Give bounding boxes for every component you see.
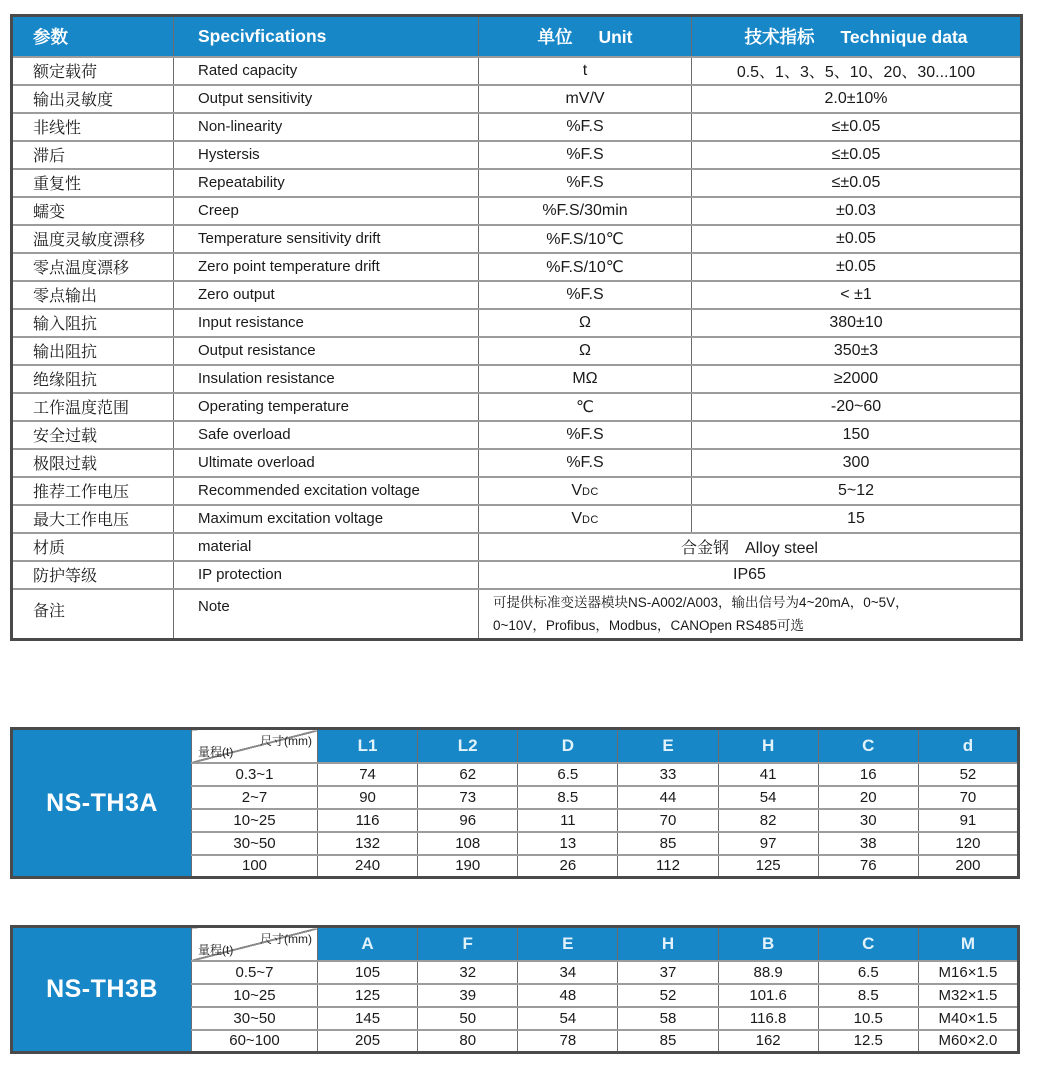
- technique-value-cell: ≤±0.05: [692, 141, 1022, 169]
- param-name-en: material: [174, 533, 479, 561]
- spec-row-maximum-excitation-voltage: [12, 505, 1022, 533]
- unit-text: %F.S: [566, 117, 604, 135]
- param-name-en: Hystersis: [174, 141, 479, 169]
- technique-value-cell: 380±10: [692, 309, 1022, 337]
- unit-cell: [479, 309, 692, 337]
- param-name-zh: 非线性: [12, 113, 174, 141]
- technique-value-cell: < ±1: [692, 281, 1022, 309]
- param-name-zh: 输入阻抗: [12, 309, 174, 337]
- spec-row-recommended-excitation-voltage: [12, 477, 1022, 505]
- dim-value-cell: 39: [418, 984, 518, 1007]
- dim-value-cell: M40×1.5: [918, 1007, 1018, 1030]
- spec-header-specifications: Specivfications: [174, 16, 479, 57]
- param-name-en: Safe overload: [174, 421, 479, 449]
- unit-text: %F.S: [566, 453, 604, 471]
- unit-cell: [479, 141, 692, 169]
- dimension-unit-label: 尺寸(mm): [260, 932, 312, 946]
- technique-value-cell: ±0.03: [692, 197, 1022, 225]
- param-name-en: Temperature sensitivity drift: [174, 225, 479, 253]
- technique-value-cell: 300: [692, 449, 1022, 477]
- unit-text: V: [571, 481, 582, 499]
- spec-row-ultimate-overload: [12, 449, 1022, 477]
- dim-value-cell: 11: [518, 809, 618, 832]
- unit-subscript: DC: [581, 513, 599, 526]
- technique-value-cell: ≤±0.05: [692, 169, 1022, 197]
- param-name-zh: 备注: [12, 589, 174, 640]
- unit-cell: [479, 57, 692, 85]
- param-name-zh: 极限过载: [12, 449, 174, 477]
- spec-row-rated-capacity: [12, 57, 1022, 85]
- technique-value-cell: 150: [692, 421, 1022, 449]
- dim-value-cell: 70: [918, 786, 1018, 809]
- dim-value-cell: 145: [318, 1007, 418, 1030]
- range-cell: 0.5~7: [192, 961, 318, 984]
- param-name-en: Note: [174, 589, 479, 640]
- unit-text: t: [582, 61, 588, 79]
- model-name: NS-TH3B: [12, 927, 192, 1053]
- range-cell: 100: [192, 855, 318, 878]
- param-name-zh: 材质: [12, 533, 174, 561]
- dim-value-cell: 96: [418, 809, 518, 832]
- unit-cell: [479, 85, 692, 113]
- dim-value-cell: 10.5: [818, 1007, 918, 1030]
- param-name-zh: 额定载荷: [12, 57, 174, 85]
- dim-value-cell: 20: [818, 786, 918, 809]
- dim-value-cell: 108: [418, 832, 518, 855]
- dim-value-cell: 50: [418, 1007, 518, 1030]
- unit-text: %F.S/10℃: [546, 258, 624, 276]
- technique-value-cell: ±0.05: [692, 225, 1022, 253]
- unit-text: Ω: [579, 341, 591, 359]
- param-name-en: Rated capacity: [174, 57, 479, 85]
- unit-cell: [479, 421, 692, 449]
- model-name: NS-TH3A: [12, 729, 192, 878]
- unit-cell: [479, 365, 692, 393]
- dim-value-cell: 52: [618, 984, 718, 1007]
- dim-column-header-h: H: [618, 927, 718, 961]
- dim-column-header-f: F: [418, 927, 518, 961]
- spec-header-unit: [479, 16, 692, 57]
- param-name-zh: 滞后: [12, 141, 174, 169]
- spec-table: [10, 14, 1023, 641]
- unit-subscript: DC: [581, 485, 599, 498]
- unit-text: V: [571, 509, 582, 527]
- unit-cell: [479, 449, 692, 477]
- dim-value-cell: 105: [318, 961, 418, 984]
- spec-row-output-resistance: [12, 337, 1022, 365]
- param-name-en: Input resistance: [174, 309, 479, 337]
- dim-value-cell: 120: [918, 832, 1018, 855]
- spec-row-zero-point-temperature-drift: [12, 253, 1022, 281]
- capacity-range-label: 量程(t): [198, 744, 234, 759]
- unit-text: %F.S: [566, 285, 604, 303]
- technique-value-cell: 0.5、1、3、5、10、20、30...100: [692, 57, 1022, 85]
- dim-value-cell: 97: [718, 832, 818, 855]
- param-name-zh: 推荐工作电压: [12, 477, 174, 505]
- dim-value-cell: 112: [618, 855, 718, 878]
- technique-value-cell: ≤±0.05: [692, 113, 1022, 141]
- technique-value-cell: 15: [692, 505, 1022, 533]
- technique-value-cell: ≥2000: [692, 365, 1022, 393]
- tech-header-zh: 技术指标: [744, 26, 815, 47]
- unit-cell: [479, 113, 692, 141]
- dim-column-header-d: d: [918, 729, 1018, 763]
- dim-value-cell: 125: [318, 984, 418, 1007]
- dim-value-cell: 8.5: [518, 786, 618, 809]
- unit-cell: [479, 281, 692, 309]
- param-name-en: Insulation resistance: [174, 365, 479, 393]
- merged-value-cell: IP65: [479, 561, 1022, 589]
- technique-value-cell: -20~60: [692, 393, 1022, 421]
- unit-cell: [479, 505, 692, 533]
- spec-row-operating-temperature: [12, 393, 1022, 421]
- dim-value-cell: 85: [618, 832, 718, 855]
- range-cell: 0.3~1: [192, 763, 318, 786]
- dim-column-header-d: D: [518, 729, 618, 763]
- param-name-zh: 蠕变: [12, 197, 174, 225]
- param-name-en: Repeatability: [174, 169, 479, 197]
- dim-value-cell: 91: [918, 809, 1018, 832]
- spec-row-temperature-sensitivity-drift: [12, 225, 1022, 253]
- dim-value-cell: 38: [818, 832, 918, 855]
- param-name-en: Output resistance: [174, 337, 479, 365]
- param-name-zh: 温度灵敏度漂移: [12, 225, 174, 253]
- param-name-zh: 重复性: [12, 169, 174, 197]
- unit-cell: [479, 337, 692, 365]
- unit-text: ℃: [576, 398, 594, 416]
- dim-column-header-e: E: [618, 729, 718, 763]
- unit-text: %F.S: [566, 425, 604, 443]
- param-name-zh: 输出阻抗: [12, 337, 174, 365]
- param-name-en: Zero point temperature drift: [174, 253, 479, 281]
- unit-text: %F.S: [566, 173, 604, 191]
- dim-value-cell: 101.6: [718, 984, 818, 1007]
- dim-table-ns-th3a: [10, 727, 1020, 879]
- param-name-zh: 工作温度范围: [12, 393, 174, 421]
- diagonal-header-cell: [192, 729, 318, 763]
- technique-value-cell: 350±3: [692, 337, 1022, 365]
- spec-table-body: [12, 57, 1022, 640]
- unit-cell: [479, 169, 692, 197]
- dim-column-header-b: B: [718, 927, 818, 961]
- dim-column-header-l2: L2: [418, 729, 518, 763]
- dim-value-cell: 33: [618, 763, 718, 786]
- param-name-zh: 防护等级: [12, 561, 174, 589]
- dim-value-cell: 88.9: [718, 961, 818, 984]
- unit-text: MΩ: [572, 369, 598, 387]
- dim-column-header-c: C: [818, 729, 918, 763]
- spec-row-safe-overload: [12, 421, 1022, 449]
- param-name-en: Non-linearity: [174, 113, 479, 141]
- spec-header-row: [12, 16, 1022, 57]
- spec-row-output-sensitivity: [12, 85, 1022, 113]
- range-cell: 10~25: [192, 809, 318, 832]
- dim-table-ns-th3b: [10, 925, 1020, 1054]
- capacity-range-label: 量程(t): [198, 942, 234, 957]
- param-name-en: Creep: [174, 197, 479, 225]
- param-name-zh: 零点输出: [12, 281, 174, 309]
- dimension-unit-label: 尺寸(mm): [260, 734, 312, 748]
- dim-value-cell: 116.8: [718, 1007, 818, 1030]
- spec-row-material: [12, 533, 1022, 561]
- note-text-cell: [479, 589, 1022, 640]
- dim-column-header-l1: L1: [318, 729, 418, 763]
- param-name-zh: 绝缘阻抗: [12, 365, 174, 393]
- param-name-en: Recommended excitation voltage: [174, 477, 479, 505]
- dim-value-cell: 48: [518, 984, 618, 1007]
- spec-header-technique-data: [692, 16, 1022, 57]
- spec-row-zero-output: [12, 281, 1022, 309]
- dim-value-cell: 74: [318, 763, 418, 786]
- dim-value-cell: 82: [718, 809, 818, 832]
- dim-value-cell: 73: [418, 786, 518, 809]
- unit-text: %F.S/10℃: [546, 230, 624, 248]
- spec-row-note: [12, 589, 1022, 640]
- dim-column-header-c: C: [818, 927, 918, 961]
- dim-value-cell: M60×2.0: [918, 1030, 1018, 1053]
- param-name-en: Zero output: [174, 281, 479, 309]
- param-name-zh: 零点温度漂移: [12, 253, 174, 281]
- dim-column-header-m: M: [918, 927, 1018, 961]
- range-cell: 30~50: [192, 832, 318, 855]
- dim-value-cell: 44: [618, 786, 718, 809]
- dim-value-cell: 90: [318, 786, 418, 809]
- dim-value-cell: 12.5: [818, 1030, 918, 1053]
- dim-value-cell: 6.5: [818, 961, 918, 984]
- dim-value-cell: 70: [618, 809, 718, 832]
- spec-row-input-resistance: [12, 309, 1022, 337]
- dim-column-header-h: H: [718, 729, 818, 763]
- dim-value-cell: 132: [318, 832, 418, 855]
- dim-value-cell: 58: [618, 1007, 718, 1030]
- spec-row-repeatability: [12, 169, 1022, 197]
- unit-header-zh: 单位: [537, 26, 573, 47]
- unit-cell: [479, 393, 692, 421]
- unit-cell: [479, 253, 692, 281]
- dim-value-cell: 32: [418, 961, 518, 984]
- dim-header-row: [12, 927, 1019, 961]
- unit-cell: [479, 477, 692, 505]
- param-name-en: Operating temperature: [174, 393, 479, 421]
- param-name-zh: 输出灵敏度: [12, 85, 174, 113]
- dim-value-cell: 52: [918, 763, 1018, 786]
- merged-value-cell: 合金钢 Alloy steel: [479, 533, 1022, 561]
- dim-value-cell: 200: [918, 855, 1018, 878]
- dim-value-cell: 34: [518, 961, 618, 984]
- range-cell: 10~25: [192, 984, 318, 1007]
- tech-header-en: Technique data: [840, 26, 968, 47]
- unit-text: mV/V: [565, 89, 605, 107]
- dim-value-cell: M16×1.5: [918, 961, 1018, 984]
- dim-value-cell: 37: [618, 961, 718, 984]
- spec-row-ip-protection: [12, 561, 1022, 589]
- dim-value-cell: 125: [718, 855, 818, 878]
- range-cell: 60~100: [192, 1030, 318, 1053]
- note-line-2: 0~10V，Profibus，Modbus，CANOpen RS485可选: [493, 617, 805, 633]
- param-name-en: Maximum excitation voltage: [174, 505, 479, 533]
- technique-value-cell: ±0.05: [692, 253, 1022, 281]
- dim-value-cell: 8.5: [818, 984, 918, 1007]
- dim-value-cell: 85: [618, 1030, 718, 1053]
- param-name-zh: 安全过载: [12, 421, 174, 449]
- range-cell: 30~50: [192, 1007, 318, 1030]
- unit-header-en: Unit: [598, 26, 633, 47]
- param-name-en: Output sensitivity: [174, 85, 479, 113]
- unit-cell: [479, 225, 692, 253]
- spec-row-insulation-resistance: [12, 365, 1022, 393]
- unit-text: %F.S: [566, 145, 604, 163]
- dim-value-cell: 78: [518, 1030, 618, 1053]
- unit-text: %F.S/30min: [542, 201, 628, 219]
- param-name-en: IP protection: [174, 561, 479, 589]
- param-name-en: Ultimate overload: [174, 449, 479, 477]
- dim-header-row: [12, 729, 1019, 763]
- dim-value-cell: 26: [518, 855, 618, 878]
- dim-value-cell: M32×1.5: [918, 984, 1018, 1007]
- dim-value-cell: 16: [818, 763, 918, 786]
- spec-row-hystersis: [12, 141, 1022, 169]
- dim-value-cell: 240: [318, 855, 418, 878]
- dim-value-cell: 205: [318, 1030, 418, 1053]
- dim-value-cell: 13: [518, 832, 618, 855]
- dim-value-cell: 30: [818, 809, 918, 832]
- dim-value-cell: 80: [418, 1030, 518, 1053]
- dim-value-cell: 41: [718, 763, 818, 786]
- spec-row-creep: [12, 197, 1022, 225]
- unit-cell: [479, 197, 692, 225]
- dim-value-cell: 116: [318, 809, 418, 832]
- diagonal-header-cell: [192, 927, 318, 961]
- dim-value-cell: 76: [818, 855, 918, 878]
- range-cell: 2~7: [192, 786, 318, 809]
- dim-value-cell: 190: [418, 855, 518, 878]
- technique-value-cell: 5~12: [692, 477, 1022, 505]
- unit-text: Ω: [579, 313, 591, 331]
- dim-value-cell: 54: [518, 1007, 618, 1030]
- dim-column-header-e: E: [518, 927, 618, 961]
- dim-column-header-a: A: [318, 927, 418, 961]
- technique-value-cell: 2.0±10%: [692, 85, 1022, 113]
- dim-value-cell: 62: [418, 763, 518, 786]
- note-line-1: 可提供标准变送器模块NS-A002/A003，输出信号为4~20mA，0~5V，: [493, 594, 909, 610]
- dim-value-cell: 162: [718, 1030, 818, 1053]
- dim-value-cell: 54: [718, 786, 818, 809]
- param-name-zh: 最大工作电压: [12, 505, 174, 533]
- spec-row-non-linearity: [12, 113, 1022, 141]
- spec-header-param: 参数: [12, 16, 174, 57]
- dim-value-cell: 6.5: [518, 763, 618, 786]
